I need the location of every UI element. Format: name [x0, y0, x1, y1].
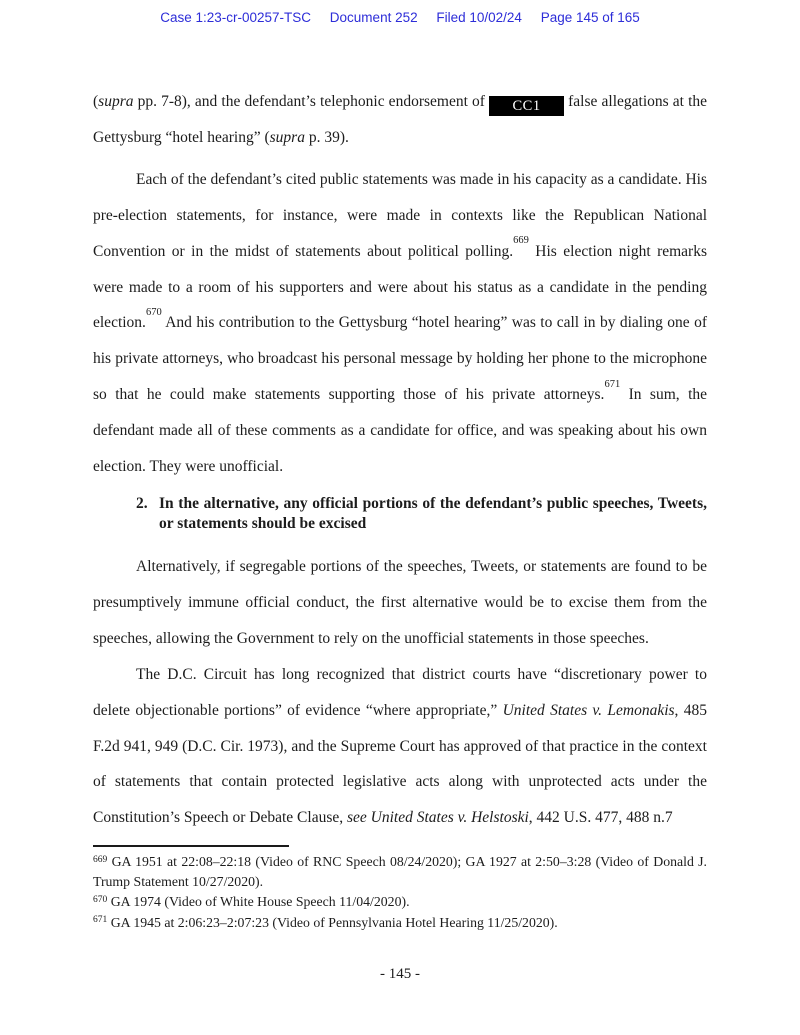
redaction-box-cc1: CC1 [489, 96, 564, 116]
text-run: p. 39). [304, 128, 349, 146]
case-citation-helstoski: see United States v. Helstoski [347, 809, 529, 827]
page-number: - 145 - [380, 966, 420, 982]
text-run: In sum, the defendant made all of these comments as a candidate for office, and was speaking about his own election. They were unofficial. [93, 386, 708, 476]
footnote-number: 669 [93, 854, 108, 865]
text-run: Each of the defendant’s cited public statements was made in his capacity as a candidate. His pre-election statements, for instance, were made in contexts like the Republican National Convention or in the midst of statements about political polling. [93, 170, 707, 260]
heading-number: 2. [136, 494, 148, 512]
text-run: , 485 F.2d 941, 949 (D.C. Cir. 1973), and the Supreme Court has approved of that practice in the context of statements that contain protected legislative acts along with unprotected acts under the Constitution’s Speech or Debate Clause, [93, 701, 708, 827]
stamp-page-info: Page 145 of 165 [540, 10, 640, 25]
footnote-669 [93, 852, 707, 891]
footnote-number: 671 [93, 915, 108, 926]
text-run: , 442 U.S. 477, 488 n.7 [528, 809, 673, 827]
italic-run: supra [269, 128, 305, 146]
text-run: false allegations at the Gettysburg “hotel hearing” ( [93, 93, 708, 146]
text-run: His election night remarks were made to a room of his supporters and were about his status as a candidate in the pending election. [93, 242, 707, 332]
case-citation-lemonakis: United States v. Lemonakis [502, 701, 675, 719]
text-run: ( [93, 93, 99, 110]
footnote-separator-rule [93, 845, 289, 847]
stamp-case-number: Case 1:23-cr-00257-TSC [160, 10, 312, 25]
footnote-ref-670: 670 [145, 306, 162, 318]
heading-text: In the alternative, any official portions of the defendant’s public speeches, Tweets, or statements should be excised [159, 494, 707, 533]
footnote-ref-671: 671 [604, 378, 621, 390]
paragraph-candidate-statements [93, 162, 707, 485]
stamp-document-number: Document 252 [329, 10, 418, 25]
footnote-text: GA 1974 (Video of White House Speech 11/04/2020). [107, 894, 410, 909]
italic-run: supra [98, 93, 134, 110]
footnote-text: GA 1945 at 2:06:23–2:07:23 (Video of Pennsylvania Hotel Hearing 11/25/2020). [107, 914, 558, 930]
paragraph-alternatively [93, 549, 707, 657]
document-body [93, 84, 707, 836]
stamp-filed-date: Filed 10/02/24 [436, 10, 522, 25]
footnotes-section [93, 845, 707, 933]
section-heading-2 [136, 494, 707, 535]
text-run: And his contribution to the Gettysburg “hotel hearing” was to call in by dialing one of his private attorneys, who broadcast his personal message by holding her phone to the microphone so that he could make statements supporting those of his private attorneys. [93, 314, 707, 404]
text-run: The D.C. Circuit has long recognized that district courts have “discretionary power to delete objectionable portions” of evidence “where appropriate,” [93, 665, 707, 719]
footnote-text: GA 1951 at 22:08–22:18 (Video of RNC Speech 08/24/2020); GA 1927 at 2:50–3:28 (Video of Donald J. Trump Statement 10/27/2020). [93, 854, 707, 889]
paragraph-dc-circuit [93, 657, 707, 837]
cmecf-header-stamp [0, 10, 800, 25]
footnote-number: 670 [93, 894, 108, 905]
footnote-ref-669: 669 [513, 234, 529, 246]
footnote-671 [93, 913, 707, 933]
paragraph-supra-continuation [93, 84, 707, 156]
text-run: pp. 7-8), and the defendant’s telephonic endorsement of [133, 93, 490, 110]
footnote-670 [93, 892, 707, 912]
text-run: Alternatively, if segregable portions of the speeches, Tweets, or statements are found to be presumptively immune official conduct, the first alternative would be to excise them from the speeches, allowing the Government to rely on the unofficial statements in those speeches. [93, 557, 707, 647]
